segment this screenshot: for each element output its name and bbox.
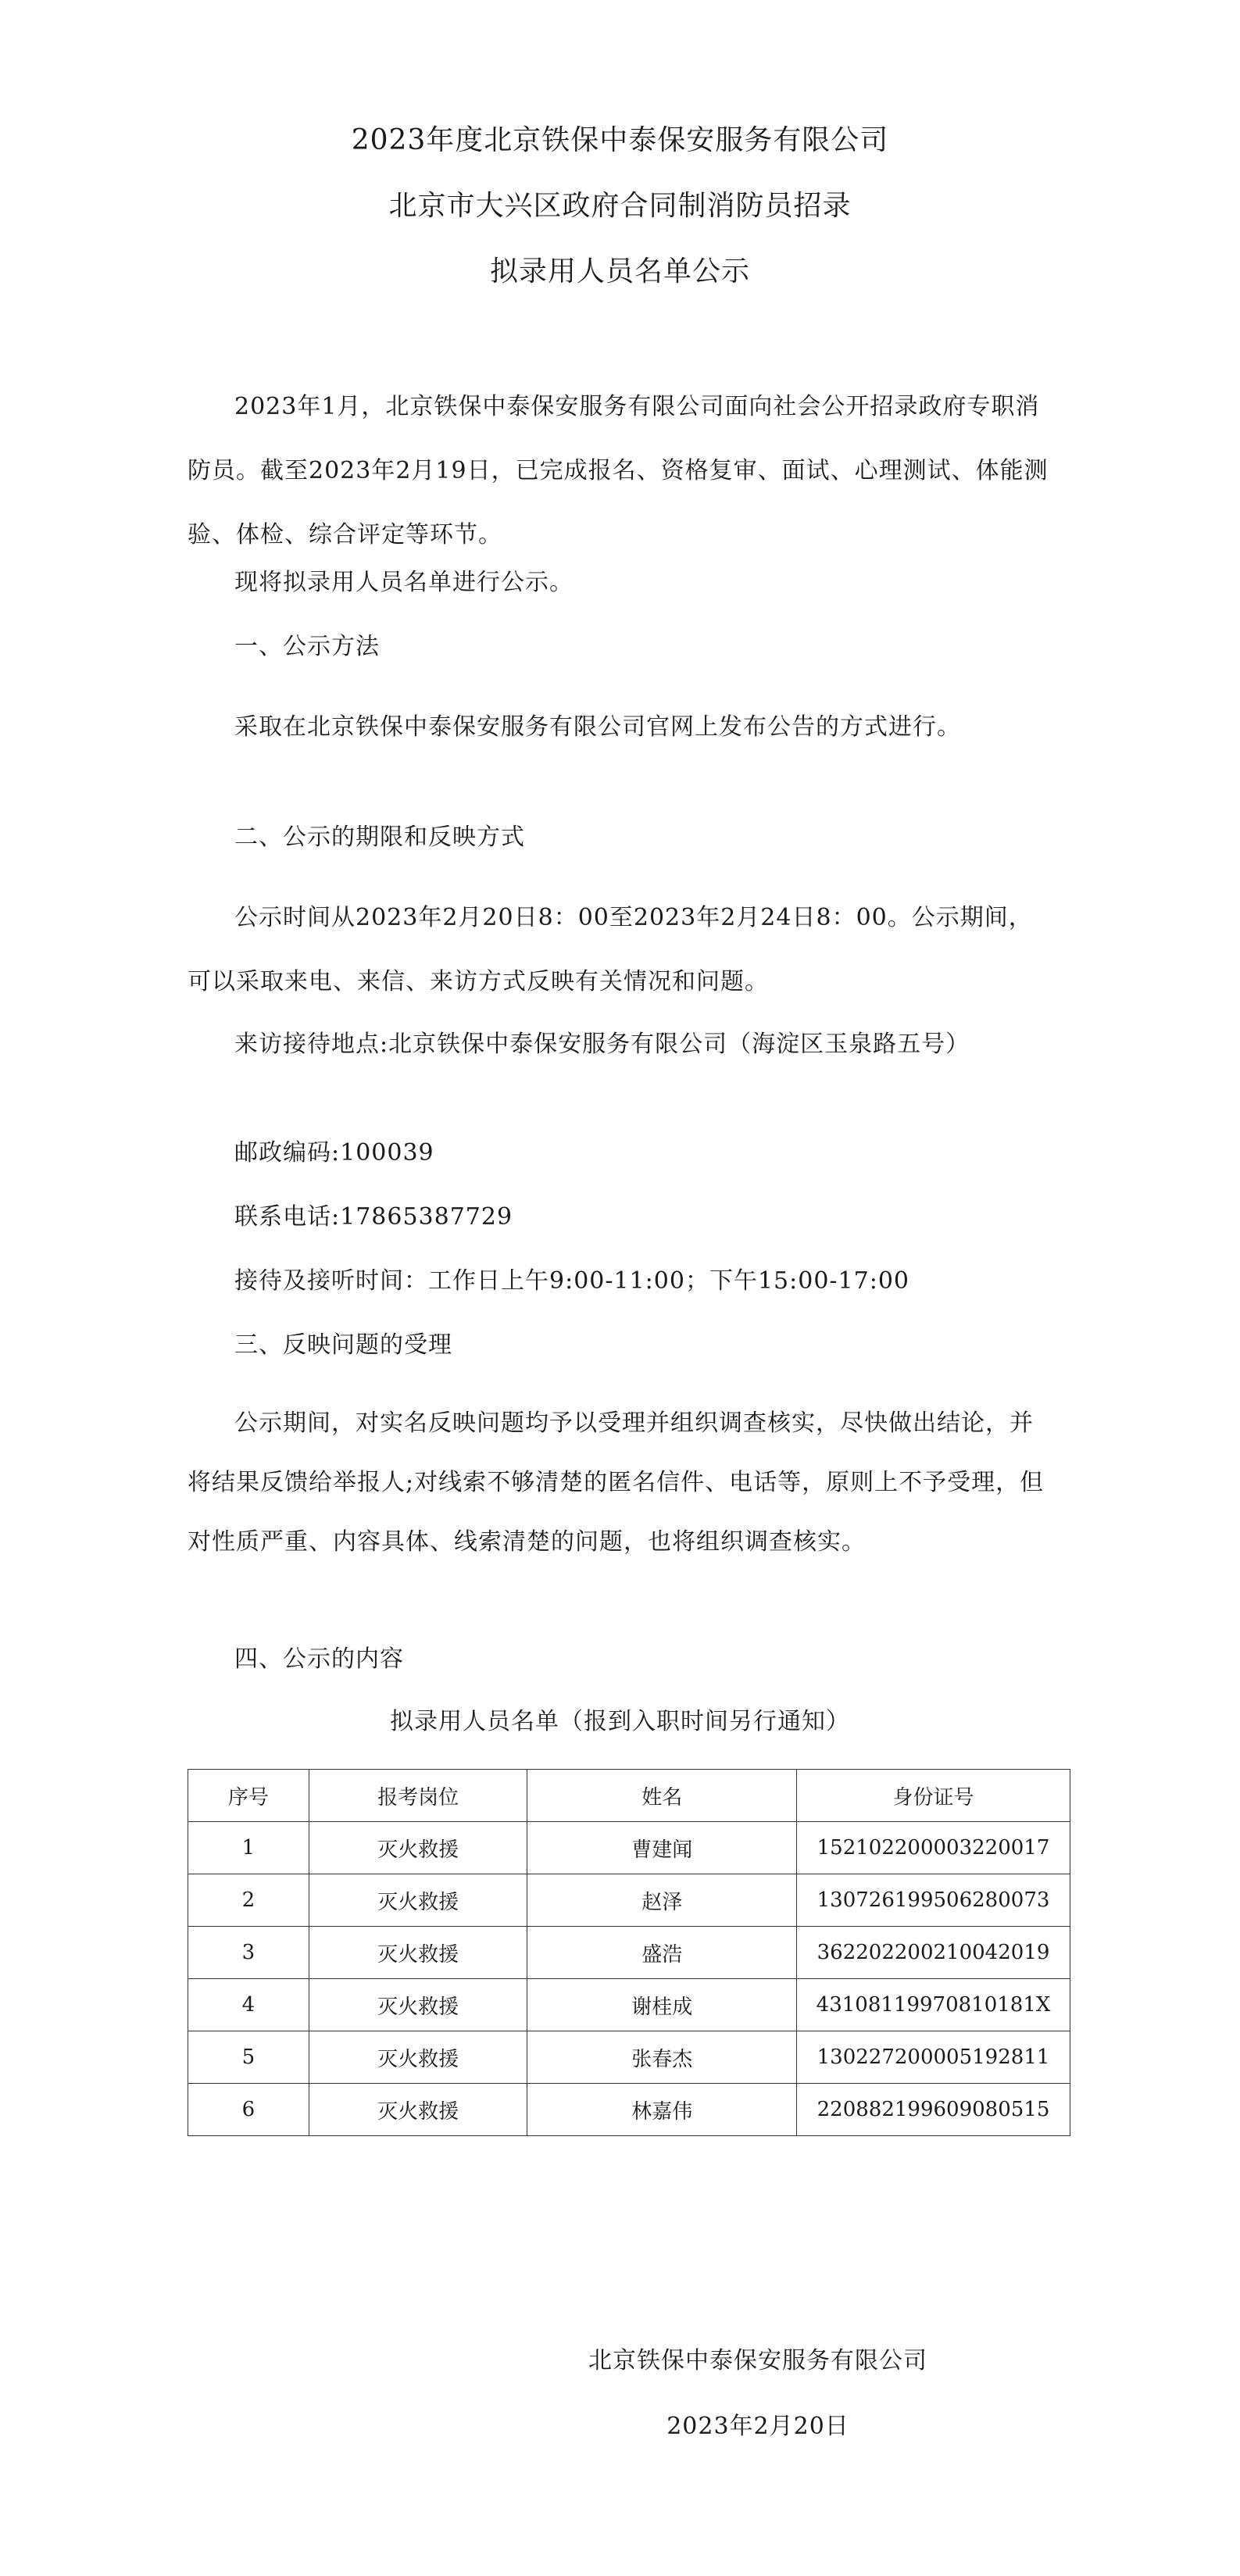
signature-organization: 北京铁保中泰保安服务有限公司: [588, 2347, 927, 2374]
section1-text: 采取在北京铁保中泰保安服务有限公司官网上发布公告的方式进行。: [234, 713, 961, 741]
cell-number: 6: [188, 2084, 309, 2136]
header-position: 报考岗位: [309, 1770, 527, 1822]
cell-id-number: 362202200210042019: [797, 1927, 1070, 1979]
announce-paragraph: 现将拟录用人员名单进行公示。: [234, 569, 574, 596]
cell-position: 灭火救援: [309, 1874, 527, 1927]
section4-heading: 四、公示的内容: [234, 1645, 404, 1673]
table-row: [188, 1874, 1070, 1927]
cell-position: 灭火救援: [309, 2084, 527, 2136]
cell-position: 灭火救援: [309, 1822, 527, 1874]
cell-id-number: 152102200003220017: [797, 1822, 1070, 1874]
header-id-number: 身份证号: [797, 1770, 1070, 1822]
cell-id-number: 43108119970810181X: [797, 1979, 1070, 2031]
table-row: [188, 1979, 1070, 2031]
intro-paragraph: 2023年1月，北京铁保中泰保安服务有限公司面向社会公开招录政府专职消防员。截至2023年2月19日，已完成报名、资格复审、面试、心理测试、体能测验、体检、综合评定等环节。: [188, 393, 1049, 548]
table-row: [188, 1822, 1070, 1874]
header-number: 序号: [188, 1770, 309, 1822]
cell-name: 张春杰: [527, 2031, 797, 2084]
cell-position: 灭火救援: [309, 1979, 527, 2031]
cell-number: 3: [188, 1927, 309, 1979]
table-row: [188, 2084, 1070, 2136]
cell-name: 曹建闻: [527, 1822, 797, 1874]
section1-heading: 一、公示方法: [234, 633, 380, 660]
cell-id-number: 130726199506280073: [797, 1874, 1070, 1927]
section2-address: 来访接待地点:北京铁保中泰保安服务有限公司（海淀区玉泉路五号）: [234, 1031, 970, 1058]
cell-number: 2: [188, 1874, 309, 1927]
phone: 联系电话:17865387729: [234, 1203, 513, 1231]
title-line-1: 2023年度北京铁保中泰保安服务有限公司: [351, 124, 889, 156]
cell-position: 灭火救援: [309, 1927, 527, 1979]
cell-number: 5: [188, 2031, 309, 2084]
cell-number: 4: [188, 1979, 309, 2031]
section3-text: 公示期间，对实名反映问题均予以受理并组织调查核实，尽快做出结论，并将结果反馈给举报人;对线索不够清楚的匿名信件、电话等，原则上不予受理，但对性质严重、内容具体、线索清楚的问题，也将组织调查核实。: [188, 1409, 1045, 1556]
title-line-2: 北京市大兴区政府合同制消防员招录: [388, 190, 852, 222]
title-line-3: 拟录用人员名单公示: [489, 255, 750, 288]
candidate-table: [188, 1769, 1070, 2136]
cell-name: 盛浩: [527, 1927, 797, 1979]
cell-name: 林嘉伟: [527, 2084, 797, 2136]
section2-period: 公示时间从2023年2月20日8：00至2023年2月24日8：00。公示期间，可以采取来电、来信、来访方式反映有关情况和问题。: [188, 904, 1033, 995]
cell-position: 灭火救援: [309, 2031, 527, 2084]
reception-hours: 接待及接听时间：工作日上午9:00-11:00；下午15:00-17:00: [234, 1267, 910, 1295]
cell-name: 谢桂成: [527, 1979, 797, 2031]
postcode: 邮政编码:100039: [234, 1139, 434, 1167]
section2-heading: 二、公示的期限和反映方式: [234, 824, 525, 851]
header-name: 姓名: [527, 1770, 797, 1822]
signature-date: 2023年2月20日: [666, 2413, 849, 2440]
table-row: [188, 1927, 1070, 1979]
cell-name: 赵泽: [527, 1874, 797, 1927]
cell-id-number: 130227200005192811: [797, 2031, 1070, 2084]
cell-id-number: 220882199609080515: [797, 2084, 1070, 2136]
table-header-row: [188, 1770, 1070, 1822]
section3-heading: 三、反映问题的受理: [234, 1331, 452, 1359]
cell-number: 1: [188, 1822, 309, 1874]
table-caption: 拟录用人员名单（报到入职时间另行通知）: [390, 1708, 850, 1735]
table-row: [188, 2031, 1070, 2084]
